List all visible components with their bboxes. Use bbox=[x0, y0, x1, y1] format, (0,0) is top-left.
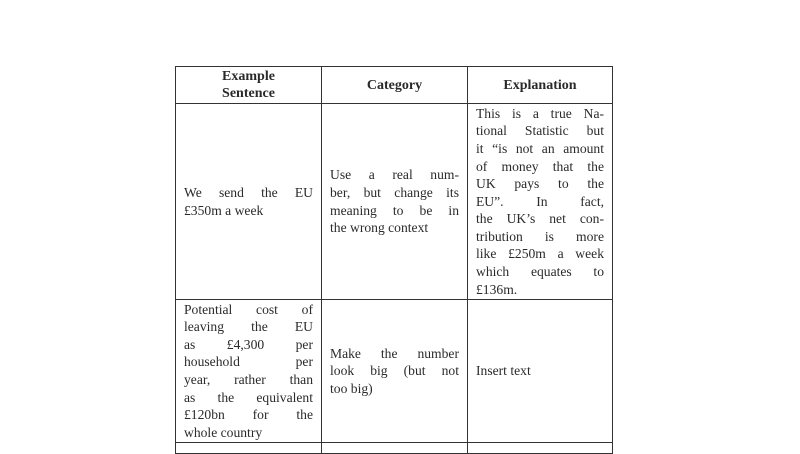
text-line: meaning to be in bbox=[330, 202, 459, 218]
cell-example-sentence bbox=[176, 300, 322, 443]
text-line: the wrong context bbox=[330, 220, 429, 236]
text-line: tribution is more bbox=[476, 228, 604, 244]
text-line: the UK’s net con- bbox=[476, 211, 604, 227]
text-line: EU”. In fact, bbox=[476, 193, 604, 209]
text-line: leaving the EU bbox=[184, 319, 313, 335]
text-line: We send the EU bbox=[184, 184, 313, 200]
text-line: it “is not an amount bbox=[476, 140, 604, 156]
table-row bbox=[176, 104, 613, 300]
header-category bbox=[322, 67, 468, 104]
table-row-partial bbox=[176, 443, 613, 454]
text-line: as the equivalent bbox=[184, 389, 313, 405]
text-line: look big (but not bbox=[330, 363, 459, 379]
text-line: too big) bbox=[330, 380, 373, 396]
text-line: as £4,300 per bbox=[184, 336, 313, 352]
text-line: Potential cost of bbox=[184, 301, 313, 317]
text-line: whole country bbox=[184, 424, 263, 440]
cell-category bbox=[322, 104, 468, 300]
example-table bbox=[175, 66, 613, 454]
text-line: like £250m a week bbox=[476, 246, 604, 262]
header-row bbox=[176, 67, 613, 104]
text-line: Use a real num- bbox=[330, 167, 459, 183]
text-line: year, rather than bbox=[184, 372, 313, 387]
text-line: Insert text bbox=[476, 363, 531, 379]
text-line: UK pays to the bbox=[476, 176, 604, 192]
text-line: of money that the bbox=[476, 158, 604, 174]
text-line: household per bbox=[184, 354, 313, 370]
cell-example-sentence bbox=[176, 104, 322, 300]
text-line: £136m. bbox=[476, 281, 518, 297]
cell-category bbox=[322, 300, 468, 443]
cell-empty bbox=[468, 443, 613, 454]
cell-empty bbox=[322, 443, 468, 454]
text-line: Category bbox=[366, 77, 423, 93]
text-line: Sentence bbox=[222, 86, 275, 101]
text-line: Example bbox=[222, 69, 275, 84]
text-line: tional Statistic but bbox=[476, 123, 604, 139]
header-example-sentence bbox=[176, 67, 322, 104]
text-line: Make the number bbox=[330, 345, 459, 361]
text-line: which equates to bbox=[476, 264, 604, 280]
text-line: £120bn for the bbox=[184, 407, 313, 423]
cell-explanation bbox=[468, 104, 613, 300]
cell-explanation bbox=[468, 300, 613, 443]
text-line: £350m a week bbox=[184, 202, 264, 218]
text-line: Explanation bbox=[503, 77, 577, 93]
table-row bbox=[176, 300, 613, 443]
text-line: This is a true Na- bbox=[476, 105, 604, 121]
text-line: ber, but change its bbox=[330, 184, 459, 200]
cell-empty bbox=[176, 443, 322, 454]
header-explanation bbox=[468, 67, 613, 104]
